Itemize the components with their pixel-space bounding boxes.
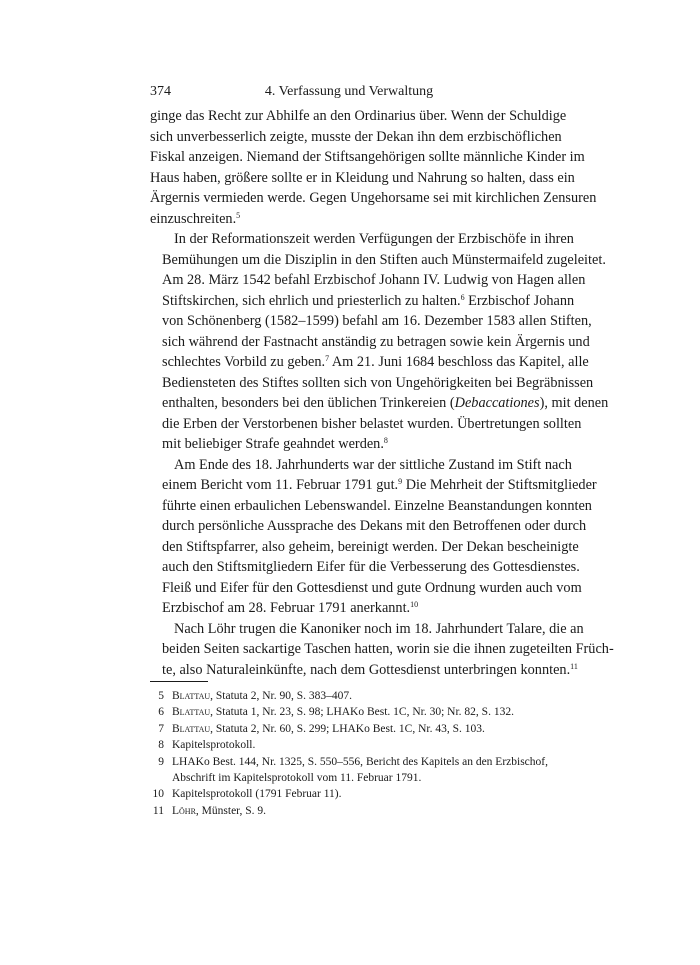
footnote-number: 7: [158, 722, 164, 735]
text-line: mit beliebiger Strafe geahndet werden.$^8$: [162, 436, 388, 452]
text-line: von Schönenberg (1582–1599) befahl am 16. Dezember 1583 allen Stiften,: [162, 313, 592, 329]
text-line: einzuschreiten.$^5$: [150, 210, 241, 227]
text-line: Fiskal anzeigen. Niemand der Stiftsangehörigen sollte männliche Kinder im: [150, 149, 585, 165]
footnote-ref[interactable]: 9: [398, 477, 403, 486]
footnote: [142, 786, 548, 802]
text-line: In der Reformationszeit werden Verfügungen der Erzbischöfe in ihren: [174, 231, 574, 247]
footnote-text: LHAKo Best. 144, Nr. 1325, S. 550–556, Bericht des Kapitels an den Erzbischof, Abschrift im Kapitelsprotokoll vom 11. Februar 1791.: [172, 755, 548, 785]
text-line: ginge das Recht zur Abhilfe an den Ordinarius über. Wenn der Schuldige: [150, 108, 567, 124]
text-line: Am Ende des 18. Jahrhunderts war der sittliche Zustand im Stift nach: [174, 456, 572, 473]
text-line: führte einen erbaulichen Lebenswandel. Einzelne Beanstandungen konnten: [162, 497, 592, 514]
text-line: auch den Stiftsmitgliedern Eifer für die Verbesserung des Gottesdienstes.: [162, 559, 580, 575]
footnote-ref[interactable]: 5: [236, 210, 241, 220]
footnote-text: Kapitelsprotokoll.: [172, 739, 256, 752]
text-line: Nach Löhr trugen die Kanoniker noch im 18. Jahrhundert Talare, die an: [174, 620, 584, 637]
running-head: 4. Verfassung und Verwaltung: [264, 84, 434, 99]
paragraph-2: [150, 229, 609, 455]
footnotes: [142, 688, 548, 819]
footnote-text: Blattau, Statuta 1, Nr. 23, S. 98; LHAKo Best. 1C, Nr. 30; Nr. 82, S. 132.: [172, 706, 514, 719]
footnote-text: Blattau, Statuta 2, Nr. 60, S. 299; LHAKo Best. 1C, Nr. 43, S. 103.: [172, 722, 485, 735]
text-line: den Stiftspfarrer, also geheim, bereinigt werden. Der Dekan bescheinigte: [162, 538, 579, 555]
text-line: schlechtes Vorbild zu geben.$^7$ Am 21. Juni 1684 beschloss das Kapitel, alle: [162, 354, 589, 370]
text-line: Bemühungen um die Disziplin in den Stiften auch Münstermaifeld zugeleitet.: [162, 251, 606, 268]
paragraph-1: [150, 106, 597, 229]
footnote-text: Blattau, Statuta 2, Nr. 90, S. 383–407.: [172, 690, 352, 702]
text-line: sich während der Fastnacht anständig zu betragen sowie kein Ärgernis und: [162, 333, 590, 350]
italic-term: Debaccationes: [454, 395, 540, 411]
text-line: durch persönliche Aussprache des Dekans mit den Betroffenen oder durch: [162, 518, 587, 534]
text-line: Haus haben, größere sollte er in Kleidung und Nahrung so halten, dass ein: [150, 169, 575, 186]
footnote: [142, 721, 548, 737]
footnote-number: 8: [158, 739, 164, 752]
footnote-text: Löhr, Münster, S. 9.: [172, 804, 267, 817]
text-line: Bediensteten des Stiftes sollten sich von Ungehörigkeiten bei Begräbnissen: [162, 374, 594, 391]
footnote-ref[interactable]: 11: [570, 661, 578, 671]
footnote-number: 10: [152, 788, 164, 801]
footnote-ref[interactable]: 10: [410, 600, 419, 609]
footnote: [142, 754, 548, 787]
footnote: [142, 688, 548, 704]
text-line: die Erben der Verstorbenen bisher belastet wurden. Übertretungen sollten: [162, 415, 582, 432]
footnote-number: 6: [158, 706, 164, 719]
footnote: [142, 803, 548, 819]
paragraph-4: [150, 619, 614, 681]
footnote-number: 11: [152, 804, 164, 817]
text-line: beiden Seiten sackartige Taschen hatten, worin sie die ihnen zugeteilten Früch-: [162, 641, 614, 657]
text-line: te, also Naturaleinkünfte, nach dem Gottesdienst unterbringen konnten.$^{11}$: [162, 661, 578, 678]
body-text: [150, 106, 614, 680]
footnote: [142, 704, 548, 720]
footnote-ref[interactable]: 6: [460, 292, 465, 302]
footnote-text: Kapitelsprotokoll (1791 Februar 11).: [172, 788, 342, 801]
footnote-number: 5: [158, 690, 164, 702]
text-line: Ärgernis vermieden werde. Gegen Ungehorsame sei mit kirchlichen Zensuren: [150, 190, 597, 206]
text-line: Am 28. März 1542 befahl Erzbischof Johann IV. Ludwig von Hagen allen: [162, 272, 586, 288]
text-line: Stiftskirchen, sich ehrlich und priesterlich zu halten.$^6$ Erzbischof Johann: [162, 292, 575, 309]
text-line: enthalten, besonders bei den üblichen Trinkereien (Debaccationes), mit denen: [162, 395, 609, 411]
text-line: Erzbischof am 28. Februar 1791 anerkannt.$^{10}$: [162, 600, 419, 616]
footnote-rule: [150, 681, 208, 682]
text-line: Fleiß und Eifer für den Gottesdienst und gute Ordnung wurden auch vom: [162, 579, 582, 596]
footnote-number: 9: [158, 755, 164, 768]
paragraph-3: [150, 455, 597, 619]
footnote: [142, 737, 548, 753]
text-line: sich unverbesserlich zeigte, musste der Dekan ihn dem erzbischöflichen: [150, 128, 562, 145]
footnote-ref[interactable]: 8: [383, 436, 388, 445]
footnote-ref[interactable]: 7: [325, 354, 330, 363]
text-line: einem Bericht vom 11. Februar 1791 gut.$^9$ Die Mehrheit der Stiftsmitglieder: [162, 477, 597, 493]
page-number: 374: [150, 84, 171, 99]
